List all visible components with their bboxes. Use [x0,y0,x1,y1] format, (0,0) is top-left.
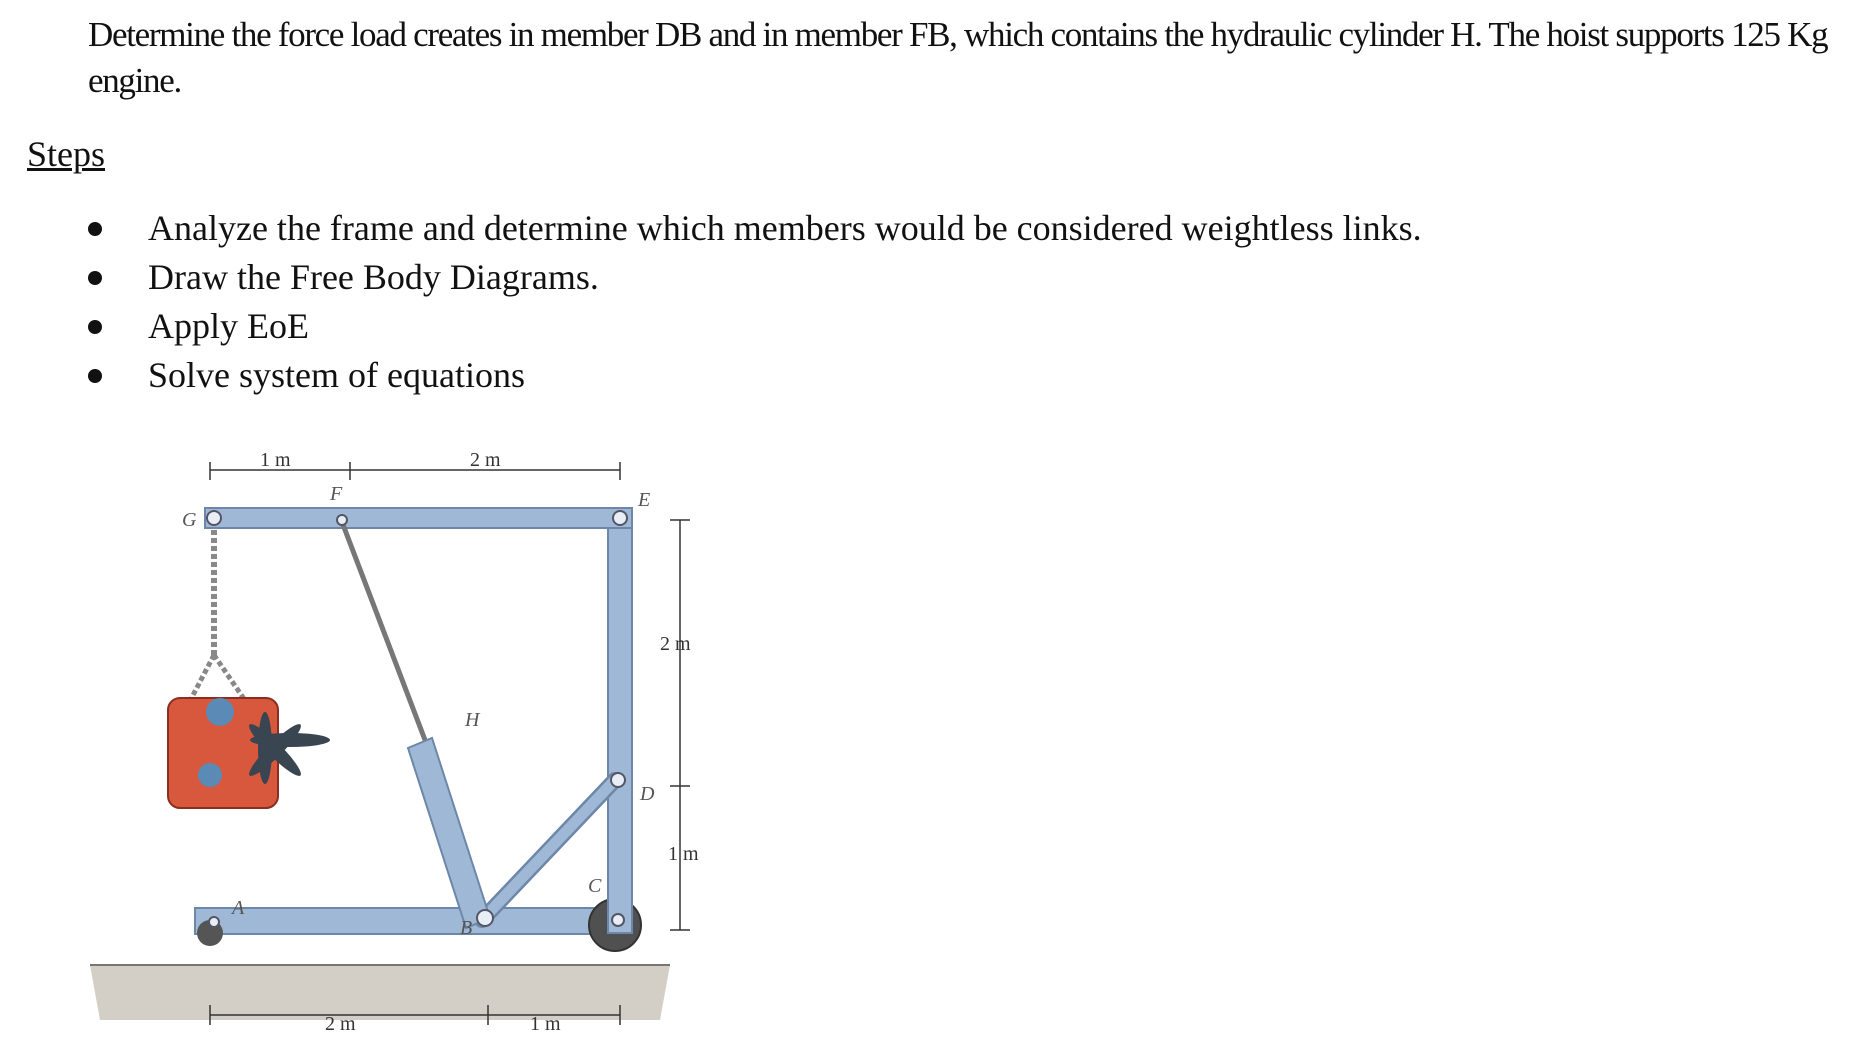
dim-label-2m-bottom: 2 m [325,1013,356,1035]
list-item [0,253,1422,302]
label-c: C [588,875,602,897]
list-item [0,351,1422,400]
step-text: Draw the Free Body Diagrams. [148,257,599,297]
dim-label-1m-right: 1 m [668,843,699,865]
pin-f [337,515,347,525]
pin-d [611,773,625,787]
boom-member [205,508,632,528]
bullet-icon [88,369,102,383]
steps-list [0,204,1422,400]
label-f: F [330,483,343,505]
label-g: G [182,509,197,531]
label-b: B [460,917,473,939]
dim-label-2m-right: 2 m [660,633,691,655]
label-e: E [638,489,651,511]
pin-e [613,511,627,525]
engine-hoist-figure [20,430,740,1050]
step-text: Apply EoE [148,306,309,346]
engine [168,698,330,808]
step-text: Solve system of equations [148,355,525,395]
base-member [195,908,625,934]
piston-rod [342,522,425,740]
vertical-member [608,508,632,933]
pin-c [612,914,624,926]
ground [90,965,670,1020]
pin-a [209,917,219,927]
bullet-icon [88,320,102,334]
bullet-icon [88,271,102,285]
hydraulic-cylinder [408,738,490,928]
dim-label-2m-top: 2 m [470,449,501,471]
label-h: H [465,709,480,731]
step-text: Analyze the frame and determine which members would be considered weightless links. [148,208,1422,248]
list-item [0,204,1422,253]
pin-b [477,910,493,926]
label-d: D [640,783,655,805]
dim-label-1m-top: 1 m [260,449,291,471]
pin-g [207,511,221,525]
label-a: A [232,897,245,919]
list-item [0,302,1422,351]
bullet-icon [88,222,102,236]
problem-statement: Determine the force load creates in member DB and in member FB, which contains the hydraulic cylinder H. The hoist supports 125 Kg engine. [88,15,1828,100]
steps-heading: Steps [27,134,106,174]
dim-label-1m-bottom: 1 m [530,1013,561,1035]
